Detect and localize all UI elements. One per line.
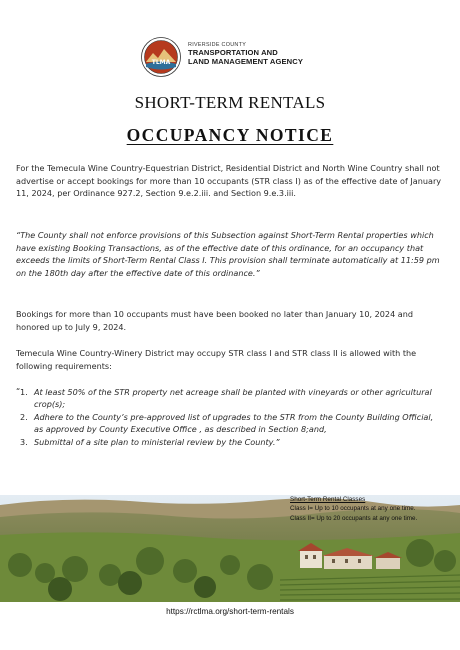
paragraph-ordinance-quote: “The County shall not enforce provisions of this Subsection against Short-Term Rental properties which have existing Booking Transactions, as of the effective date of this ordinance, for an occupancy that exceeds the limits of Short-Term Rental Class I. This provision shall terminate automatically at 11:59 pm on the 180th day after the effective date of this ordinance.” bbox=[16, 230, 440, 278]
list-item-number: 3. bbox=[20, 436, 28, 447]
classes-heading: Short-Term Rental Classes bbox=[290, 496, 366, 503]
county-name: RIVERSIDE COUNTY bbox=[188, 42, 247, 48]
class-2-text: Class II= Up to 20 occupants at any one time. bbox=[290, 514, 418, 522]
paragraph-districts: For the Temecula Wine Country-Equestrian District, Residential District and North Wine Country shall not advertise or accept bookings for more than 10 occupants (STR class I) as of the effective date of January 11, 2024, per Ordinance 927.2, Section 9.e.2.iii. and Section 9.e.3.iii. bbox=[16, 163, 442, 199]
notice-subtitle bbox=[0, 125, 460, 146]
list-item-number: 1. bbox=[20, 387, 28, 397]
requirements-open-quote: “ bbox=[16, 386, 21, 396]
str-classes-legend bbox=[290, 495, 417, 523]
page-title: SHORT-TERM RENTALS bbox=[134, 93, 326, 112]
list-item-text: At least 50% of the STR property net acreage shall be planted with vineyards or other agricultural crop(s); bbox=[34, 387, 432, 410]
class-1-text: Class I= Up to 10 occupants at any one time. bbox=[290, 505, 416, 513]
list-item bbox=[20, 436, 440, 448]
notice-subtitle-text: OCCUPANCY NOTICE bbox=[126, 125, 334, 145]
paragraph-winery-district: Temecula Wine Country-Winery District may occupy STR class I and STR class II is allowed with the following requirements: bbox=[16, 348, 417, 371]
paragraph-booking-dates: Bookings for more than 10 occupants must have been booked no later than January 10, 2024 and honored up to July 9, 2024. bbox=[16, 309, 414, 332]
agency-line-1: TRANSPORTATION AND bbox=[188, 48, 278, 57]
footer-url-link[interactable]: https://rctlma.org/short-term-rentals bbox=[166, 607, 294, 616]
logo-text: TLMA bbox=[151, 59, 171, 66]
requirements-list bbox=[20, 386, 440, 448]
list-item bbox=[20, 411, 440, 436]
list-item-text: Adhere to the County’s pre-approved list of upgrades to the STR from the County Building Official, as approved by County Executive Office , as described in Section 8;and, bbox=[34, 411, 434, 435]
list-item bbox=[20, 386, 440, 411]
agency-name bbox=[188, 42, 303, 66]
agency-header bbox=[0, 35, 460, 81]
list-item-number: 2. bbox=[20, 411, 28, 422]
tlma-seal-logo bbox=[141, 37, 181, 77]
list-item-text: Submittal of a site plan to ministerial review by the County.” bbox=[34, 436, 280, 447]
agency-line-2: LAND MANAGEMENT AGENCY bbox=[188, 57, 303, 66]
